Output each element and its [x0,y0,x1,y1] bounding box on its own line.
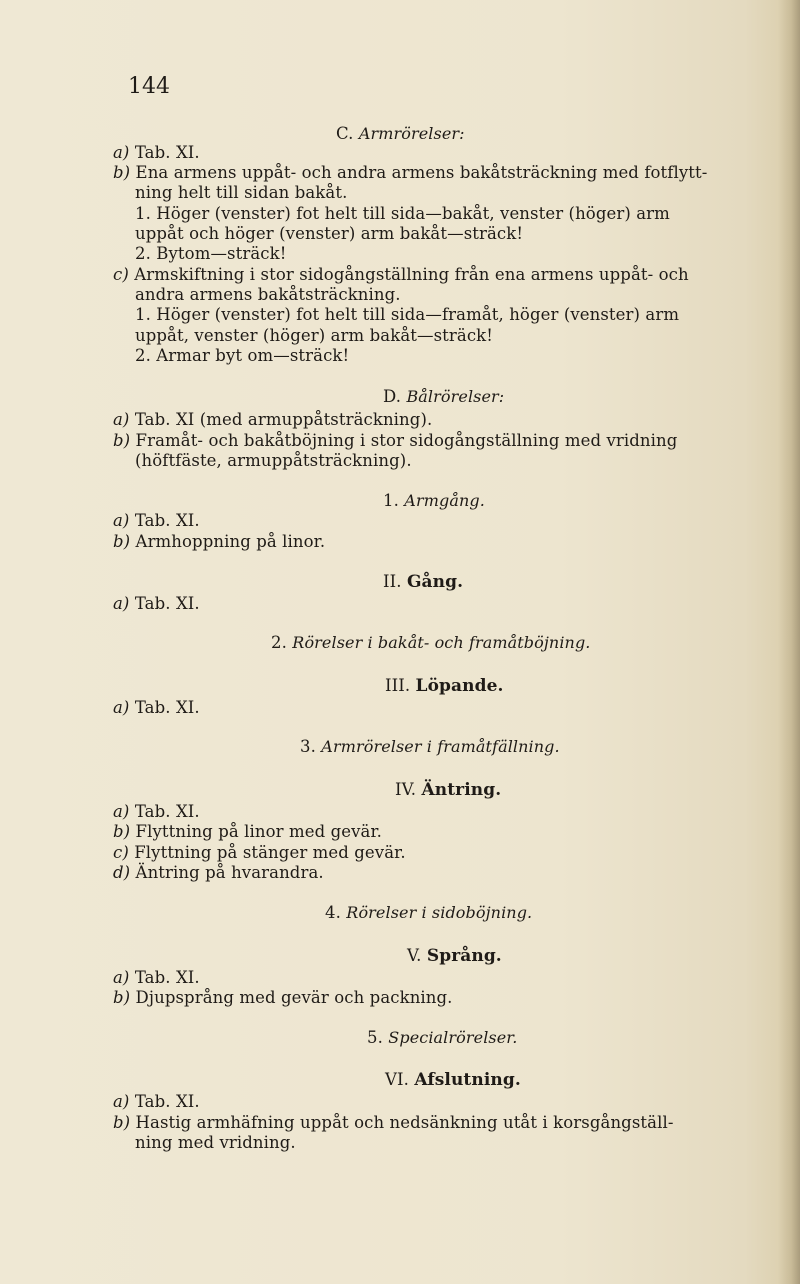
chapter-heading [385,676,504,696]
line-text: Flyttning på stänger med gevär. [128,843,406,862]
line-text: VI. [385,1070,415,1089]
item-letter: a) [113,968,130,987]
item-letter: a) [113,143,130,162]
text-line [113,1092,200,1112]
item-letter: c) [113,265,129,284]
text-line [113,843,406,863]
heading-title: Rörelser i sidoböjning. [346,903,533,922]
line-text: Flyttning på linor med gevär. [130,822,383,841]
item-letter: a) [113,698,130,717]
line-text: Armskiftning i stor sidogångställning från ena armens uppåt- och [128,265,689,284]
text-line [135,183,347,203]
text-line [113,698,200,718]
line-text: Tab. XI. [129,802,200,821]
chapter-heading [395,780,501,800]
text-line [113,863,324,883]
chapter-heading [407,946,502,966]
text-line [113,594,200,614]
line-text: Tab. XI (med armuppåtsträckning). [129,410,433,429]
line-text: uppåt, venster (höger) arm bakåt—sträck! [135,326,493,345]
item-letter: b) [113,1113,131,1132]
item-letter: b) [113,163,131,182]
item-letter: b) [113,822,131,841]
line-text: 1. Höger (venster) fot helt till sida—bakåt, venster (höger) arm [135,204,670,223]
heading-title: Bålrörelser: [406,387,505,406]
section-heading [336,124,465,144]
line-text: uppåt och höger (venster) arm bakåt—sträck! [135,224,524,243]
heading-title: Löpande. [415,676,504,696]
heading-title: Armgång. [404,491,485,510]
heading-title: Afslutning. [414,1070,521,1090]
heading-title: Rörelser i bakåt- och framåtböjning. [292,633,591,652]
line-text: Tab. XI. [129,594,200,613]
item-letter: b) [113,431,131,450]
section-heading [325,903,532,923]
heading-title: Armrörelser i framåtfällning. [321,737,560,756]
section-heading [383,387,504,407]
line-text: ning med vridning. [135,1133,296,1152]
line-text: D. [383,387,407,406]
line-text: andra armens bakåtsträckning. [135,285,401,304]
text-line [113,532,325,552]
page-edge-shadow [778,0,800,1284]
line-text: 2. [271,633,293,652]
line-text: II. [383,572,407,591]
line-text: 3. [300,737,322,756]
line-text: Tab. XI. [129,143,200,162]
text-line [135,244,286,264]
text-line [135,224,523,244]
text-line [135,1133,296,1153]
item-letter: a) [113,410,130,429]
text-line [113,431,677,451]
item-letter: c) [113,843,129,862]
line-text: Tab. XI. [129,698,200,717]
line-text: 5. [367,1028,389,1047]
item-letter: a) [113,802,130,821]
text-line [113,143,200,163]
chapter-heading [383,572,463,592]
chapter-heading [385,1070,521,1090]
text-line [113,802,200,822]
section-heading [367,1028,517,1048]
heading-title: Språng. [426,946,502,966]
item-letter: b) [113,988,131,1007]
text-line [113,822,382,842]
text-line [113,265,689,285]
item-letter: a) [113,1092,130,1111]
line-text: (höftfäste, armuppåtsträckning). [135,451,412,470]
line-text: Äntring på hvarandra. [130,863,324,882]
line-text: 2. Armar byt om—sträck! [135,346,350,365]
text-line [135,204,670,224]
text-line [113,163,707,183]
line-text: C. [336,124,359,143]
text-line [135,346,349,366]
text-line [113,988,453,1008]
heading-title: Specialrörelser. [388,1028,518,1047]
text-line [135,285,401,305]
text-line [113,1113,674,1133]
text-line [113,410,432,430]
line-text: 2. Bytom—sträck! [135,244,287,263]
line-text: 1. [383,491,405,510]
line-text: Framåt- och bakåtböjning i stor sidogångställning med vridning [130,431,678,450]
text-line [135,451,412,471]
line-text: Ena armens uppåt- och andra armens bakåtsträckning med fotflytt- [130,163,708,182]
section-heading [383,491,485,511]
page-number: 144 [128,74,170,99]
item-letter: d) [113,863,131,882]
heading-title: Gång. [406,572,464,592]
line-text: Armhoppning på linor. [130,532,326,551]
text-line [113,511,200,531]
line-text: Hastig armhäfning uppåt och nedsänkning utåt i korsgångställ- [130,1113,674,1132]
text-line [113,968,200,988]
line-text: 4. [325,903,347,922]
text-line [135,326,493,346]
line-text: V. [407,946,427,965]
line-text: Tab. XI. [129,511,200,530]
line-text: Tab. XI. [129,1092,200,1111]
heading-title: Äntring. [421,780,502,800]
item-letter: a) [113,511,130,530]
section-heading [271,633,591,653]
heading-title: Armrörelser: [358,124,465,143]
line-text: Tab. XI. [129,968,200,987]
line-text: 1. Höger (venster) fot helt till sida—framåt, höger (venster) arm [135,305,680,324]
item-letter: b) [113,532,131,551]
text-line [135,305,679,325]
line-text: Djupsprång med gevär och packning. [130,988,453,1007]
section-heading [300,737,560,757]
line-text: III. [385,676,416,695]
line-text: ning helt till sidan bakåt. [135,183,348,202]
item-letter: a) [113,594,130,613]
line-text: IV. [395,780,422,799]
